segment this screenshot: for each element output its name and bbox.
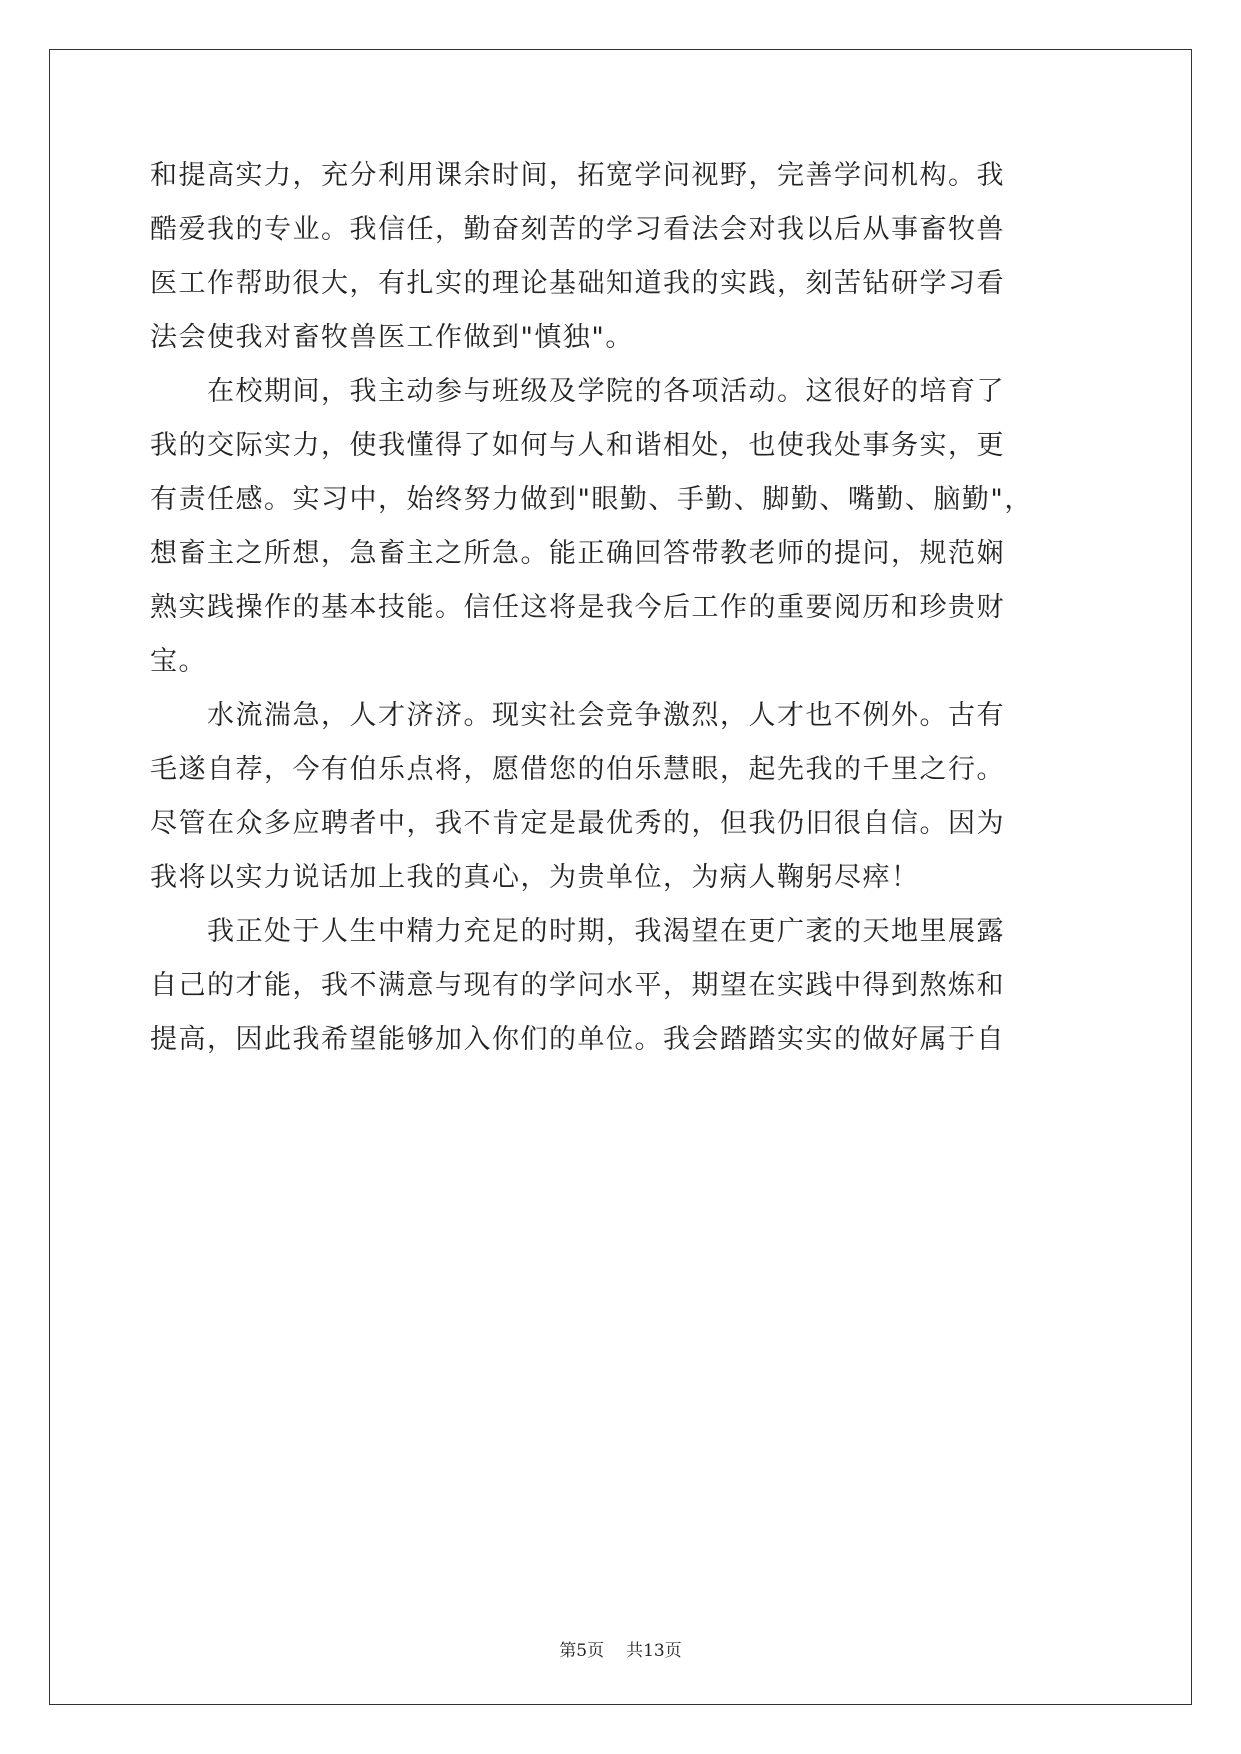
text-line: 在校期间，我主动参与班级及学院的各项活动。这很好的培育了 xyxy=(150,376,1005,407)
page-number: 第5页 xyxy=(559,1641,605,1661)
text-line: 有责任感。实习中，始终努力做到"眼勤、手勤、脚勤、嘴勤、脑勤"， xyxy=(150,484,1033,515)
text-line: 我正处于人生中精力充足的时期，我渴望在更广袤的天地里展露 xyxy=(150,916,1005,947)
document-body xyxy=(150,162,1100,1080)
paragraph-3 xyxy=(150,702,1100,918)
paragraph-2 xyxy=(150,378,1100,702)
page-footer xyxy=(0,1641,1241,1661)
text-line: 酷爱我的专业。我信任，勤奋刻苦的学习看法会对我以后从事畜牧兽 xyxy=(150,214,1005,245)
text-line: 尽管在众多应聘者中，我不肯定是最优秀的，但我仍旧很自信。因为 xyxy=(150,808,1005,839)
text-line: 毛遂自荐，今有伯乐点将，愿借您的伯乐慧眼，起先我的千里之行。 xyxy=(150,754,1005,785)
text-line: 想畜主之所想，急畜主之所急。能正确回答带教老师的提问，规范娴 xyxy=(150,538,1005,569)
paragraph-4 xyxy=(150,918,1100,1080)
text-line: 和提高实力，充分利用课余时间，拓宽学问视野，完善学问机构。我 xyxy=(150,160,1005,191)
page-total: 共13页 xyxy=(626,1641,682,1661)
text-line: 法会使我对畜牧兽医工作做到"慎独"。 xyxy=(150,322,634,353)
text-line: 我将以实力说话加上我的真心，为贵单位，为病人鞠躬尽瘁！ xyxy=(150,862,920,893)
text-line: 宝。 xyxy=(150,646,207,677)
text-line: 自己的才能，我不满意与现有的学问水平，期望在实践中得到熬炼和 xyxy=(150,970,1005,1001)
text-line: 医工作帮助很大，有扎实的理论基础知道我的实践，刻苦钻研学习看 xyxy=(150,268,1005,299)
text-line: 水流湍急，人才济济。现实社会竞争激烈，人才也不例外。古有 xyxy=(150,700,1005,731)
paragraph-1 xyxy=(150,162,1100,378)
text-line: 我的交际实力，使我懂得了如何与人和谐相处，也使我处事务实，更 xyxy=(150,430,1005,461)
text-line: 熟实践操作的基本技能。信任这将是我今后工作的重要阅历和珍贵财 xyxy=(150,592,1005,623)
text-line: 提高，因此我希望能够加入你们的单位。我会踏踏实实的做好属于自 xyxy=(150,1024,1005,1055)
